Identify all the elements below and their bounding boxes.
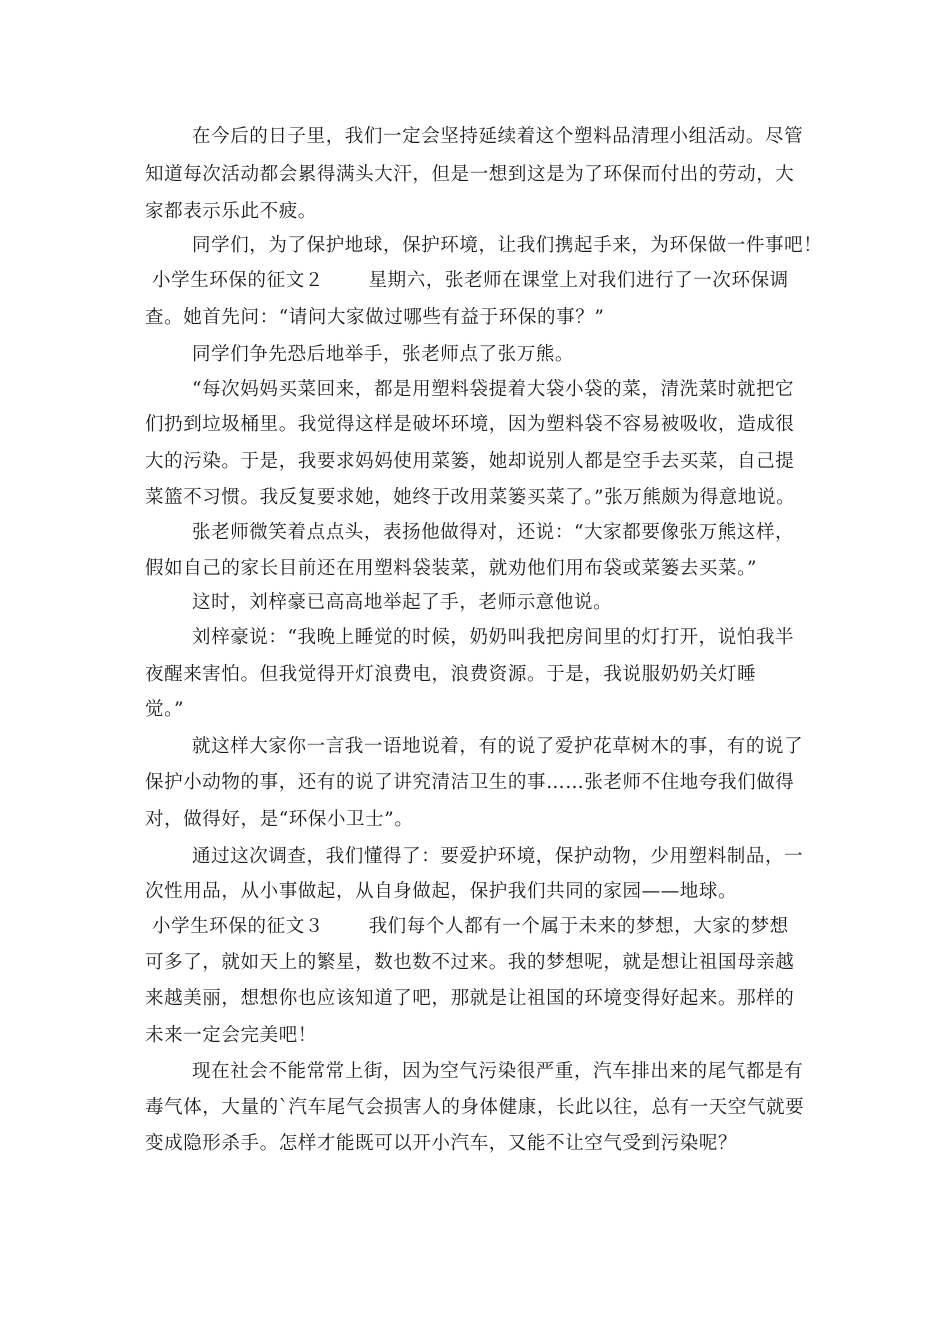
text-line: 未来一定会完美吧！	[145, 1025, 317, 1046]
essay-heading-line: 小学生环保的征文３ 我们每个人都有一个属于未来的梦想，大家的梦想	[152, 916, 789, 937]
text-line: 可多了，就如天上的繁星，数也数不过来。我的梦想呢，就是想让祖国母亲越	[145, 952, 795, 973]
text-line: 在今后的日子里，我们一定会坚持延续着这个塑料品清理小组活动。尽管	[192, 126, 804, 147]
text-line: 保护小动物的事，还有的说了讲究清洁卫生的事……张老师不住地夸我们做得	[145, 772, 795, 793]
text-line: 菜篮不习惯。我反复要求她，她终于改用菜篓买菜了。”张万熊颇为得意地说。	[145, 487, 796, 508]
text-line: 假如自己的家长目前还在用塑料袋装菜，就劝他们用布袋或菜篓去买菜。”	[145, 558, 758, 579]
text-line: 这时，刘梓豪已高高地举起了手，老师示意他说。	[192, 592, 613, 613]
text-line: 查。她首先问：“请问大家做过哪些有益于环保的事？”	[145, 307, 605, 328]
text-line: 同学们争先恐后地举手，张老师点了张万熊。	[192, 344, 575, 365]
essay-heading-line: 小学生环保的征文２ 星期六，张老师在课堂上对我们进行了一次环保调	[152, 270, 789, 291]
text-line: 对，做得好，是“环保小卫士”。	[145, 809, 414, 830]
text-line: 夜醒来害怕。但我觉得开灯浪费电，浪费资源。于是，我说服奶奶关灯睡	[145, 664, 757, 685]
text-line: 变成隐形杀手。怎样才能既可以开小汽车，又能不让空气受到污染呢？	[145, 1133, 738, 1154]
text-line: 就这样大家你一言我一语地说着，有的说了爱护花草树木的事，有的说了	[192, 736, 804, 757]
text-line: 通过这次调查，我们懂得了：要爱护环境，保护动物，少用塑料制品，一	[192, 846, 804, 867]
text-line: 次性用品，从小事做起，从自身做起，保护我们共同的家园——地球。	[145, 881, 738, 902]
text-line: 毒气体，大量的`汽车尾气会损害人的身体健康，长此以往，总有一天空气就要	[145, 1097, 805, 1118]
text-line: 来越美丽，想想你也应该知道了吧，那就是让祖国的环境变得好起来。那样的	[145, 988, 795, 1009]
text-line: 同学们，为了保护地球，保护环境，让我们携起手来，为环保做一件事吧！	[192, 235, 823, 256]
text-line: 知道每次活动都会累得满头大汗，但是一想到这是为了环保而付出的劳动，大	[145, 164, 795, 185]
text-line: 刘梓豪说：“我晚上睡觉的时候，奶奶叫我把房间里的灯打开，说怕我半	[192, 627, 795, 648]
text-line: 们扔到垃圾桶里。我觉得这样是破坏环境，因为塑料袋不容易被吸收，造成很	[145, 414, 795, 435]
text-line: 大的污染。于是，我要求妈妈使用菜篓，她却说别人都是空手去买菜，自己提	[145, 451, 795, 472]
text-line: 现在社会不能常常上街，因为空气污染很严重，汽车排出来的尾气都是有	[192, 1061, 804, 1082]
text-line: 觉。”	[145, 699, 185, 720]
text-line: “每次妈妈买菜回来，都是用塑料袋提着大袋小袋的菜，清洗菜时就把它	[192, 379, 795, 400]
text-line: 家都表示乐此不疲。	[145, 201, 317, 222]
text-line: 张老师微笑着点点头，表扬他做得对，还说：“大家都要像张万熊这样，	[192, 522, 795, 543]
